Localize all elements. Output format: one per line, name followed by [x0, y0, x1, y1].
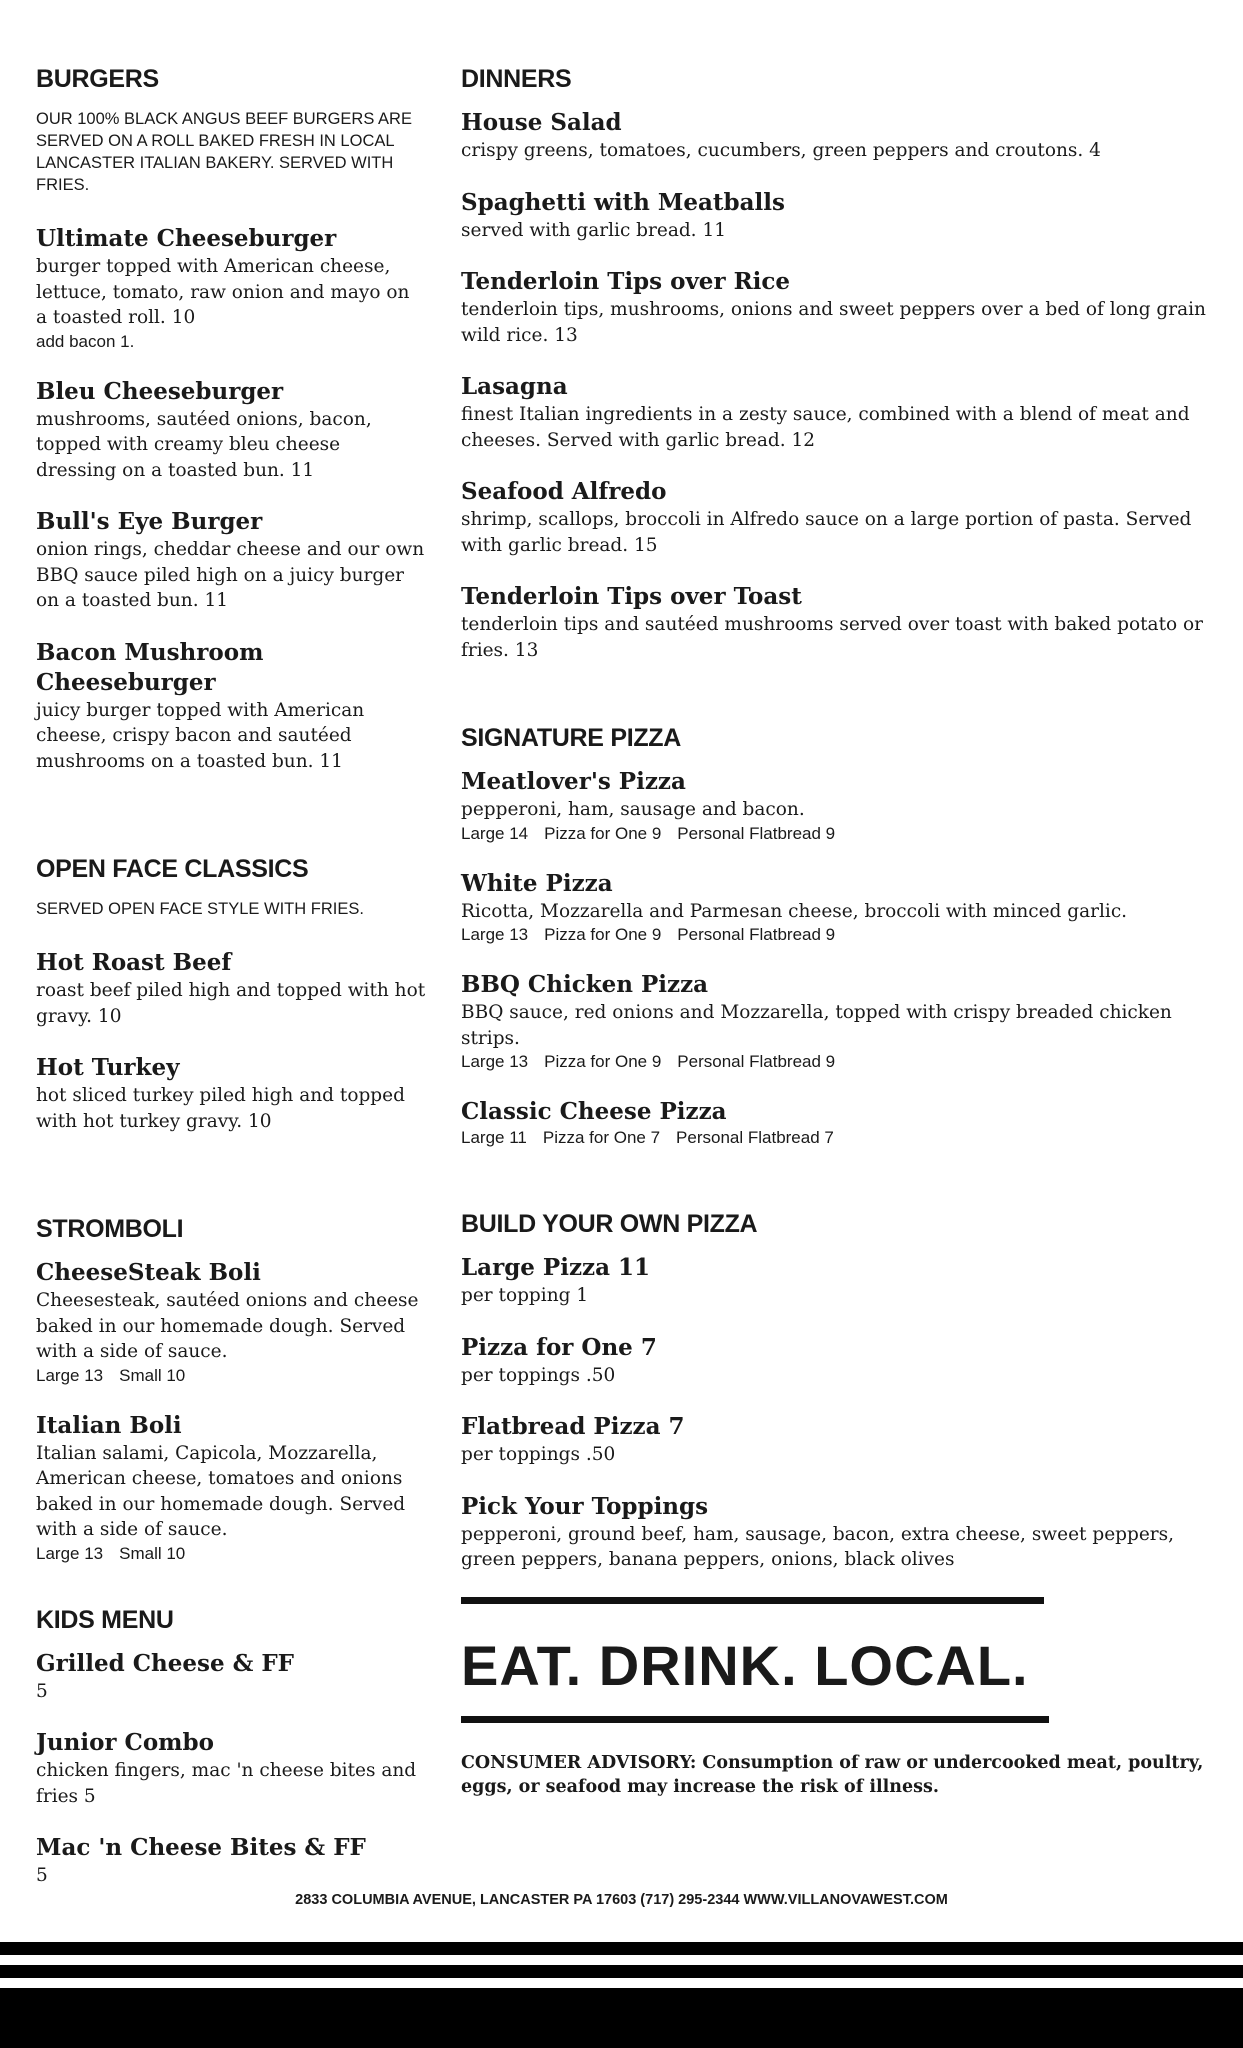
item-description: tenderloin tips and sautéed mushrooms served over toast with baked potato or fries. 13: [461, 614, 1204, 661]
item-title: Large Pizza 11: [461, 1254, 650, 1281]
item-title: Flatbread Pizza 7: [461, 1413, 685, 1440]
item-addon: add bacon 1.: [36, 331, 135, 351]
menu-item: [461, 1492, 1221, 1573]
section-note: SERVED OPEN FACE STYLE WITH FRIES.: [36, 900, 364, 918]
footer-stripe: [0, 1965, 1243, 1978]
item-title: Italian Boli: [36, 1411, 182, 1439]
menu-item: [36, 1649, 426, 1705]
menu-item: [461, 1253, 1221, 1309]
section-heading: BURGERS: [36, 65, 159, 93]
menu-item: [36, 1728, 426, 1809]
item-description: roast beef piled high and topped with hot gravy. 10: [36, 980, 426, 1027]
right-column: [461, 64, 1221, 1816]
spacer: [461, 1173, 1221, 1209]
burgers-section: [36, 64, 426, 774]
item-description: Cheesesteak, sautéed onions and cheese baked in our homemade dough. Served with a side of sauce.: [36, 1290, 419, 1362]
stromboli-section: [36, 1214, 426, 1565]
menu-item: [36, 377, 426, 484]
size-price: Large 13: [461, 925, 529, 944]
item-sizes: [461, 823, 1221, 845]
item-description: Ricotta, Mozzarella and Parmesan cheese, broccoli with minced garlic.: [461, 900, 1128, 922]
kids-menu-section: [36, 1605, 426, 1889]
item-description: BBQ sauce, red onions and Mozzarella, topped with crispy breaded chicken strips.: [461, 1002, 1172, 1049]
item-description: 5: [36, 1680, 48, 1702]
item-description: pepperoni, ham, sausage and bacon.: [461, 799, 805, 820]
item-description: 5: [36, 1865, 48, 1886]
item-description: onion rings, cheddar cheese and our own BBQ sauce piled high on a juicy burger on a toasted bun. 11: [36, 539, 425, 611]
item-description: hot sliced turkey piled high and topped with hot turkey gravy. 10: [36, 1085, 405, 1132]
size-price: Small 10: [119, 1543, 186, 1563]
item-title: Bleu Cheeseburger: [36, 377, 284, 405]
item-description: pepperoni, ground beef, ham, sausage, bacon, extra cheese, sweet peppers, green peppers, banana peppers, onions, black olives: [461, 1523, 1174, 1570]
item-title: BBQ Chicken Pizza: [461, 971, 709, 998]
item-title: Seafood Alfredo: [461, 478, 667, 505]
item-description: per topping 1: [461, 1285, 589, 1306]
item-sizes: [461, 924, 1221, 946]
divider-rule: [461, 1716, 1049, 1723]
size-price: Large 13: [36, 1543, 104, 1563]
tagline: EAT. DRINK. LOCAL.: [461, 1633, 1029, 1697]
section-heading: OPEN FACE CLASSICS: [36, 855, 309, 883]
item-description: finest Italian ingredients in a zesty sauce, combined with a blend of meat and cheeses. Served with garlic bread. 12: [461, 404, 1190, 451]
item-title: Pick Your Toppings: [461, 1492, 709, 1520]
section-heading: SIGNATURE PIZZA: [461, 724, 682, 752]
section-heading: BUILD YOUR OWN PIZZA: [461, 1210, 758, 1238]
menu-item: [36, 1053, 426, 1134]
item-sizes: [36, 1543, 426, 1565]
item-title: Lasagna: [461, 373, 568, 400]
dinners-section: [461, 64, 1221, 663]
item-title: Spaghetti with Meatballs: [461, 188, 785, 216]
section-note: OUR 100% BLACK ANGUS BEEF BURGERS ARE SERVED ON A ROLL BAKED FRESH IN LOCAL LANCASTER ITALIAN BAKERY. SERVED WITH FRIES.: [36, 110, 412, 194]
menu-item: [36, 1258, 426, 1387]
item-title: Pizza for One 7: [461, 1333, 657, 1361]
size-price: Large 13: [461, 1052, 529, 1071]
size-price: Personal Flatbread 9: [677, 823, 836, 843]
item-title: House Salad: [461, 109, 622, 136]
build-your-own-pizza-section: [461, 1209, 1221, 1573]
size-price: Pizza for One 7: [542, 1128, 661, 1147]
footer-band: [0, 1988, 1243, 2048]
item-description: served with garlic bread. 11: [461, 219, 726, 241]
menu-item: [36, 638, 426, 775]
item-title: Bacon Mushroom Cheeseburger: [36, 638, 264, 696]
footer-stripe: [0, 1942, 1243, 1955]
item-description: Italian salami, Capicola, Mozzarella, American cheese, tomatoes and onions baked in our homemade dough. Served with a side of sauce.: [36, 1442, 406, 1540]
item-sizes: [36, 1365, 426, 1387]
consumer-advisory: CONSUMER ADVISORY: Consumption of raw or undercooked meat, poultry, eggs, or seafood may increase the risk of illness.: [461, 1752, 1204, 1797]
spacer: [461, 687, 1221, 723]
menu-item: [36, 224, 426, 353]
menu-item: [36, 948, 426, 1029]
item-description: tenderloin tips, mushrooms, onions and sweet peppers over a bed of long grain wild rice. 13: [461, 299, 1206, 346]
item-title: Tenderloin Tips over Toast: [461, 583, 802, 610]
menu-item: [461, 188, 1221, 244]
item-title: Meatlover's Pizza: [461, 768, 686, 795]
item-title: Ultimate Cheeseburger: [36, 225, 337, 252]
item-sizes: [461, 1051, 1221, 1073]
size-price: Personal Flatbread 9: [677, 1052, 836, 1071]
size-price: Small 10: [119, 1365, 186, 1385]
section-heading: KIDS MENU: [36, 1605, 174, 1634]
size-price: Pizza for One 9: [544, 823, 662, 843]
item-title: CheeseSteak Boli: [36, 1259, 261, 1286]
item-description: burger topped with American cheese, lettuce, tomato, raw onion and mayo on a toasted roll. 10: [36, 256, 410, 328]
size-price: Personal Flatbread 9: [677, 925, 836, 944]
item-title: Mac 'n Cheese Bites & FF: [36, 1834, 366, 1861]
size-price: Personal Flatbread 7: [676, 1128, 834, 1147]
spacer: [36, 1589, 426, 1605]
menu-item: [461, 1412, 1221, 1468]
section-heading: STROMBOLI: [36, 1215, 184, 1243]
item-title: White Pizza: [461, 869, 613, 897]
menu-item: [461, 108, 1221, 164]
item-title: Junior Combo: [36, 1729, 214, 1756]
item-title: Grilled Cheese & FF: [36, 1649, 295, 1677]
item-title: Hot Turkey: [36, 1054, 180, 1081]
menu-item: [461, 477, 1221, 558]
menu-item: [461, 1097, 1221, 1149]
footer-contact: 2833 COLUMBIA AVENUE, LANCASTER PA 17603 (717) 295-2344 WWW.VILLANOVAWEST.COM: [295, 1892, 948, 1908]
spacer: [36, 798, 426, 854]
item-description: per toppings .50: [461, 1364, 616, 1386]
menu-item: [36, 1833, 426, 1889]
item-description: juicy burger topped with American cheese, crispy bacon and sautéed mushrooms on a toasted bun. 11: [36, 699, 365, 772]
size-price: Large 13: [36, 1365, 104, 1385]
item-description: chicken fingers, mac 'n cheese bites and fries 5: [36, 1760, 417, 1807]
menu-item: [461, 267, 1221, 348]
section-heading: DINNERS: [461, 65, 572, 93]
size-price: Large 14: [461, 823, 529, 843]
menu-item: [461, 767, 1221, 845]
menu-item: [36, 507, 426, 614]
item-title: Classic Cheese Pizza: [461, 1098, 727, 1125]
open-face-section: [36, 854, 426, 1134]
item-description: shrimp, scallops, broccoli in Alfredo sauce on a large portion of pasta. Served with garlic bread. 15: [461, 509, 1192, 556]
item-description: per toppings .50: [461, 1444, 616, 1465]
menu-item: [461, 970, 1221, 1073]
menu-item: [461, 372, 1221, 453]
size-price: Pizza for One 9: [544, 925, 662, 944]
left-column: [36, 64, 426, 1913]
item-title: Tenderloin Tips over Rice: [461, 268, 791, 295]
item-title: Hot Roast Beef: [36, 949, 232, 976]
item-description: mushrooms, sautéed onions, bacon, topped with creamy bleu cheese dressing on a toasted bun. 11: [36, 408, 372, 481]
menu-item: [461, 869, 1221, 947]
divider-rule: [461, 1597, 1044, 1604]
menu-item: [461, 1333, 1221, 1389]
size-price: Pizza for One 9: [544, 1052, 662, 1071]
menu-item: [461, 582, 1221, 663]
size-price: Large 11: [461, 1128, 527, 1147]
item-title: Bull's Eye Burger: [36, 508, 263, 535]
item-description: crispy greens, tomatoes, cucumbers, green peppers and croutons. 4: [461, 140, 1101, 161]
spacer: [36, 1158, 426, 1214]
signature-pizza-section: [461, 723, 1221, 1149]
item-sizes: [461, 1127, 1221, 1149]
menu-item: [36, 1411, 426, 1565]
